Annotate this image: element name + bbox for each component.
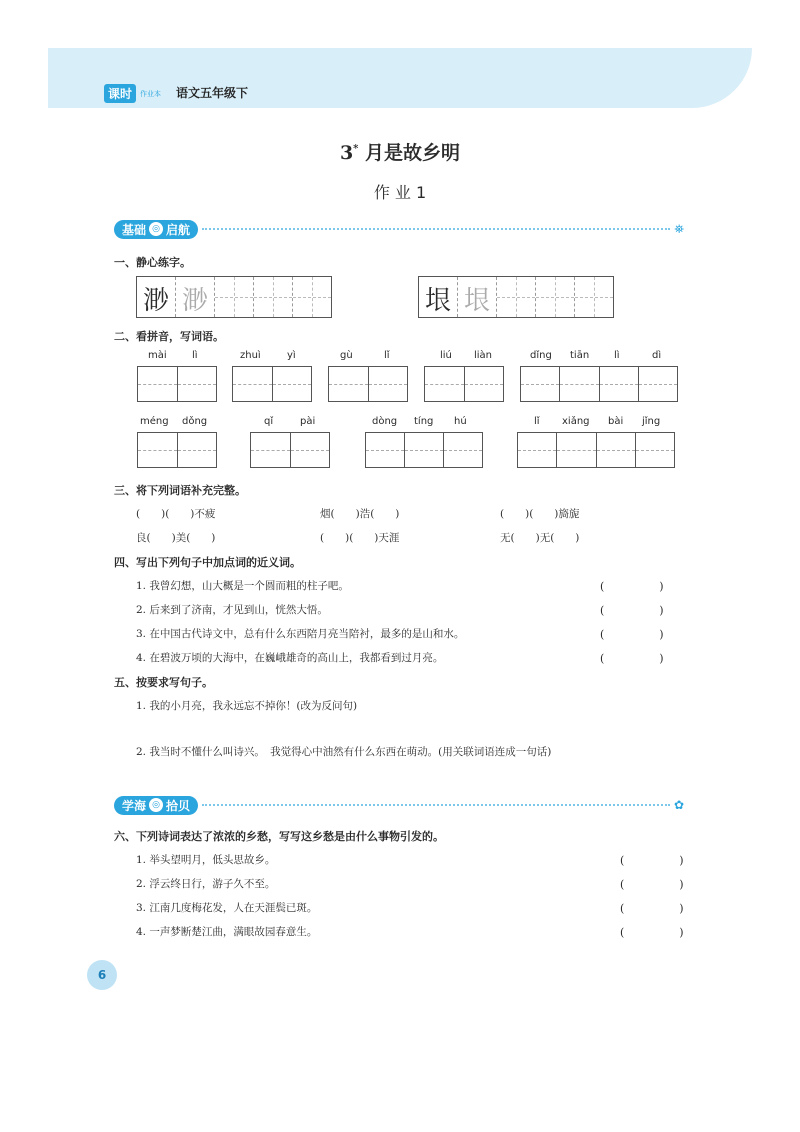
idiom-fill[interactable]: 烟( )浩( ): [320, 508, 400, 520]
idiom-fill[interactable]: ( )( )旖旎: [500, 508, 580, 520]
answer-box[interactable]: [520, 366, 678, 402]
q4-label: 四、写出下列句子中加点词的近义词。: [114, 556, 301, 569]
banner-icon: ◎: [149, 222, 163, 236]
pinyin: lì: [192, 350, 198, 361]
sentence-task: 1. 我的小月亮，我永远忘不掉你！(改为反问句): [136, 700, 358, 712]
pinyin: jǐng: [642, 416, 661, 427]
grid-cell: [137, 277, 176, 317]
model-char: 垠: [424, 286, 451, 316]
page-number: 6: [87, 960, 117, 990]
pinyin: lǐ: [534, 416, 540, 427]
banner-left: 基础: [122, 222, 147, 237]
sentence-item: 3. 在中国古代诗文中，总有什么东西陪月亮当陪衬，最多的是山和水。: [136, 628, 465, 640]
answer-box[interactable]: [250, 432, 330, 468]
sentence-item: 4. 在碧波万顷的大海中，在巍峨雄奇的高山上，我都看到过月亮。: [136, 652, 444, 664]
pinyin: dǒng: [182, 416, 208, 427]
answer-box[interactable]: [137, 366, 217, 402]
answer-box[interactable]: [232, 366, 312, 402]
answer-box[interactable]: [137, 432, 217, 468]
answer-box[interactable]: [424, 366, 504, 402]
poem-line: 4. 一声梦断楚江曲，满眼故园春意生。: [136, 926, 318, 938]
homework-subtitle: 作 业 1: [373, 183, 427, 202]
sentence-task: 2. 我当时不懂什么叫诗兴。 我觉得心中油然有什么东西在萌动。(用关联词语连成一句话): [136, 746, 552, 758]
answer-paren[interactable]: ( ): [600, 580, 664, 593]
banner-right: 启航: [166, 222, 191, 237]
pinyin: gù: [340, 350, 353, 361]
grid-cell[interactable]: [536, 277, 575, 317]
grid-cell[interactable]: [575, 277, 613, 317]
pinyin: lì: [614, 350, 620, 361]
lighthouse-icon: ⛯: [674, 221, 684, 236]
q5-label: 五、按要求写句子。: [114, 676, 213, 689]
q1-label: 一、静心练字。: [114, 256, 191, 269]
model-char: 渺: [142, 286, 169, 316]
pinyin: tíng: [414, 416, 434, 427]
brand-logo: [104, 84, 161, 103]
q2-label: 二、看拼音，写词语。: [114, 330, 224, 343]
pinyin: liú: [440, 350, 452, 361]
grid-cell: [176, 277, 215, 317]
pinyin: yì: [287, 350, 296, 361]
trace-char: 垠: [463, 286, 490, 316]
answer-paren[interactable]: ( ): [620, 878, 684, 891]
lesson-number: 3: [339, 142, 354, 164]
banner-right: 拾贝: [166, 798, 191, 813]
poem-line: 2. 浮云终日行，游子久不至。: [136, 878, 276, 890]
answer-paren[interactable]: ( ): [620, 902, 684, 915]
grid-cell: [458, 277, 497, 317]
grid-cell: [419, 277, 458, 317]
pinyin: dòng: [372, 416, 398, 427]
pinyin: xiǎng: [562, 416, 590, 427]
lesson-mark: *: [353, 143, 359, 155]
banner-pill: [114, 796, 198, 815]
brand-sub: 作业本: [140, 89, 162, 98]
answer-paren[interactable]: ( ): [600, 652, 664, 665]
pinyin: mài: [148, 350, 167, 361]
idiom-fill[interactable]: ( )( )不疲: [136, 508, 216, 520]
pinyin: tiān: [570, 350, 590, 361]
grade-label: 语文五年级下: [176, 86, 249, 100]
pinyin: dǐng: [530, 350, 552, 361]
pinyin: hú: [454, 416, 467, 427]
pinyin: qǐ: [264, 416, 274, 427]
q6-label: 六、下列诗词表达了浓浓的乡愁，写写这乡愁是由什么事物引发的。: [114, 830, 444, 843]
grid-cell[interactable]: [497, 277, 536, 317]
shell-icon: ✿: [673, 798, 684, 812]
grid-cell[interactable]: [215, 277, 254, 317]
banner-icon: ◎: [149, 798, 163, 812]
banner-dotted-line: [202, 228, 670, 230]
grid-cell[interactable]: [293, 277, 331, 317]
banner-dotted-line: [202, 804, 670, 806]
answer-paren[interactable]: ( ): [600, 628, 664, 641]
writing-grid-2: [418, 276, 614, 318]
pinyin: bài: [608, 416, 624, 427]
section-banner-basics: [114, 220, 684, 238]
pinyin: zhuì: [240, 350, 261, 361]
section-banner-learning: [114, 796, 684, 814]
writing-grid-1: [136, 276, 332, 318]
answer-box[interactable]: [517, 432, 675, 468]
banner-left: 学海: [122, 798, 147, 813]
banner-pill: [114, 220, 198, 239]
pinyin: dì: [652, 350, 662, 361]
brand-name: 课时: [104, 84, 136, 103]
answer-box[interactable]: [328, 366, 408, 402]
poem-line: 1. 举头望明月，低头思故乡。: [136, 854, 276, 866]
poem-line: 3. 江南几度梅花发，人在天涯鬓已斑。: [136, 902, 318, 914]
lesson-name: 月是故乡明: [365, 142, 461, 164]
idiom-fill[interactable]: ( )( )天涯: [320, 532, 400, 544]
pinyin: méng: [140, 416, 169, 427]
q3-label: 三、将下列词语补充完整。: [114, 484, 246, 497]
grid-cell[interactable]: [254, 277, 293, 317]
sentence-item: 1. 我曾幻想，山大概是一个圆而粗的柱子吧。: [136, 580, 349, 592]
pinyin: lǐ: [384, 350, 390, 361]
answer-paren[interactable]: ( ): [620, 926, 684, 939]
idiom-fill[interactable]: 无( )无( ): [500, 532, 580, 544]
answer-paren[interactable]: ( ): [600, 604, 664, 617]
sentence-item: 2. 后来到了济南，才见到山，恍然大悟。: [136, 604, 328, 616]
trace-char: 渺: [181, 286, 208, 316]
lesson-title: [0, 138, 800, 165]
answer-box[interactable]: [365, 432, 483, 468]
pinyin: liàn: [474, 350, 493, 361]
idiom-fill[interactable]: 良( )美( ): [136, 532, 216, 544]
pinyin: pài: [300, 416, 316, 427]
answer-paren[interactable]: ( ): [620, 854, 684, 867]
